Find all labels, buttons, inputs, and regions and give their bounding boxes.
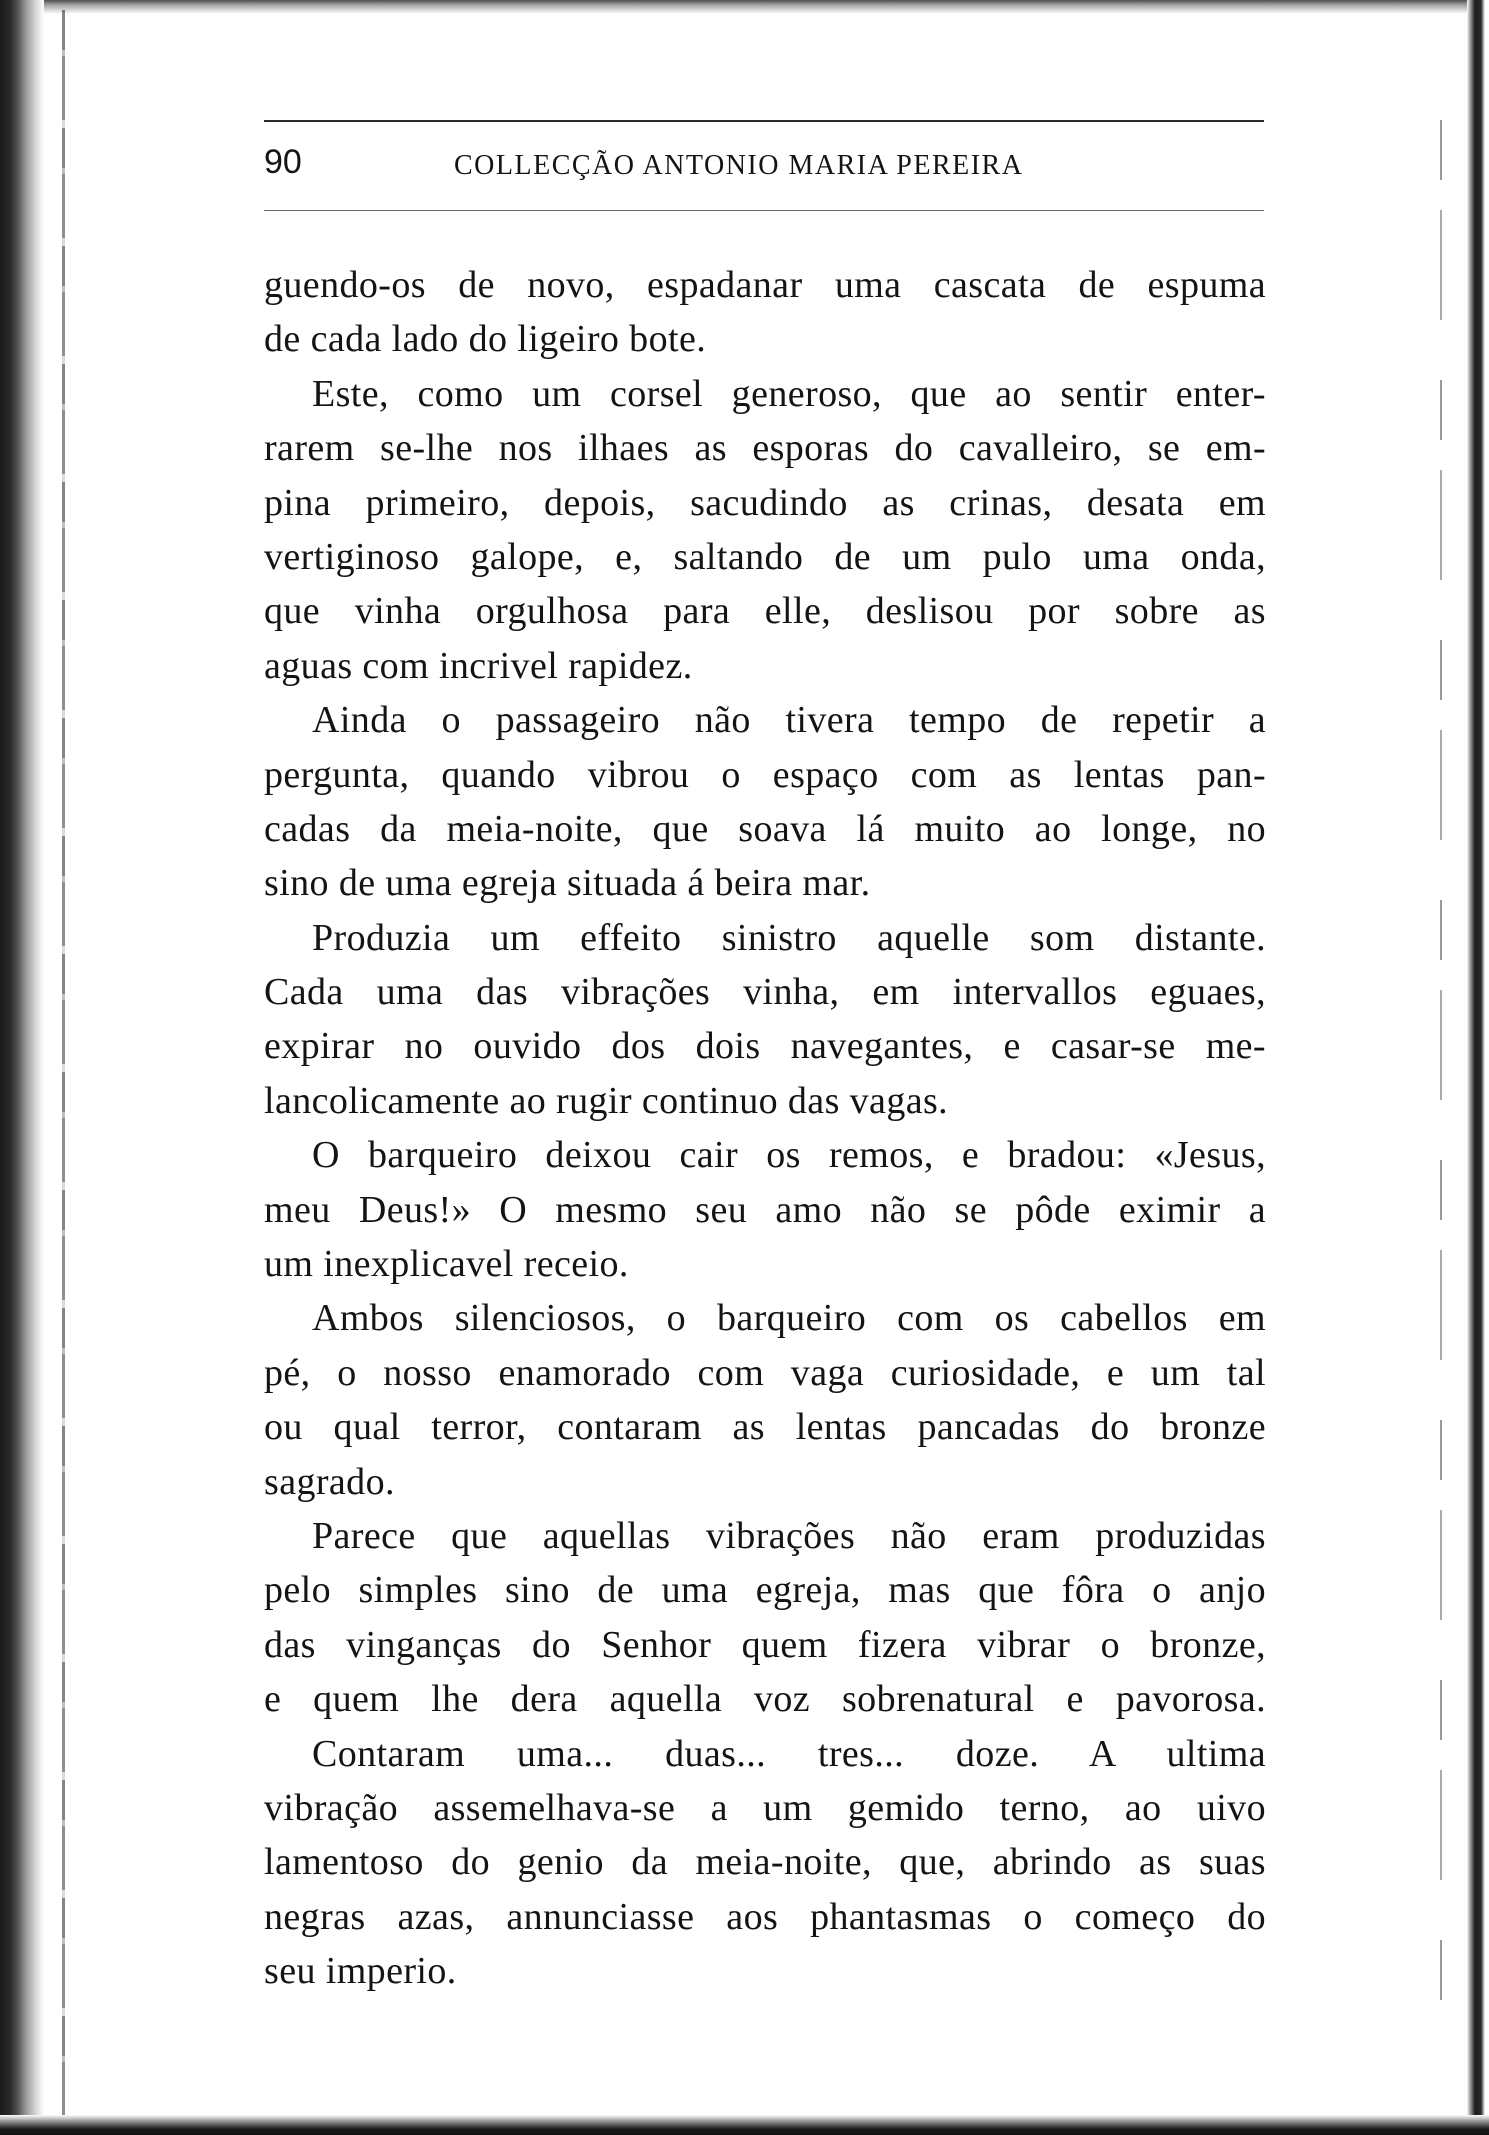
text-line: guendo-os de novo, espadanar uma cascata de espuma [264, 264, 1266, 306]
text-line: pé, o nosso enamorado com vaga curiosidade, e um tal [264, 1351, 1266, 1394]
text-line: Ainda o passageiro não tivera tempo de repetir a [312, 699, 1266, 742]
text-line: rarem se-lhe nos ilhaes as esporas do cavalleiro, se em- [264, 427, 1266, 470]
text-line: Contaram uma... duas... tres... doze. A ultima [312, 1732, 1266, 1775]
scan-edge-left [0, 0, 44, 2135]
text-line: e quem lhe dera aquella voz sobrenatural e pavorosa. [264, 1678, 1266, 1721]
text-line: pina primeiro, depois, sacudindo as crinas, desata em [264, 481, 1266, 524]
text-line: pergunta, quando vibrou o espaço com as lentas pan- [264, 753, 1266, 796]
text-line: O barqueiro deixou cair os remos, e bradou: «Jesus, [312, 1134, 1266, 1177]
text-line: negras azas, annunciasse aos phantasmas o começo do [264, 1895, 1266, 1938]
text-line: vibração assemelhava-se a um gemido terno, ao uivo [264, 1786, 1266, 1829]
text-line: Este, como um corsel generoso, que ao sentir enter- [312, 372, 1266, 415]
text-line: Cada uma das vibrações vinha, em intervallos eguaes, [264, 971, 1266, 1014]
running-title: COLLECÇÃO ANTONIO MARIA PEREIRA [454, 150, 1024, 181]
text-line: sagrado. [264, 1460, 395, 1503]
text-line: Ambos silenciosos, o barqueiro com os cabellos em [312, 1297, 1266, 1340]
text-line: que vinha orgulhosa para elle, deslisou por sobre as [264, 590, 1266, 633]
scan-edge-right-inner [1440, 120, 1442, 2020]
text-line: ou qual terror, contaram as lentas pancadas do bronze [264, 1406, 1266, 1449]
scan-edge-right [1467, 0, 1489, 2135]
running-head [264, 142, 1264, 192]
text-line: um inexplicavel receio. [264, 1243, 629, 1286]
scan-edge-bottom [0, 2115, 1489, 2135]
text-line: seu imperio. [264, 1950, 457, 1993]
text-line: expirar no ouvido dos dois navegantes, e casar-se me- [264, 1025, 1266, 1068]
header-top-rule [264, 120, 1264, 122]
scan-gutter-line [62, 10, 65, 2120]
page-number: 90 [264, 143, 302, 181]
text-line: meu Deus!» O mesmo seu amo não se pôde eximir a [264, 1188, 1266, 1231]
text-line: aguas com incrivel rapidez. [264, 644, 693, 687]
body-text [264, 258, 1266, 1999]
scan-edge-top [0, 0, 1489, 14]
text-line: sino de uma egreja situada á beira mar. [264, 862, 871, 905]
text-line: pelo simples sino de uma egreja, mas que fôra o anjo [264, 1569, 1266, 1612]
text-line: Produzia um effeito sinistro aquelle som distante. [312, 916, 1266, 959]
text-line: Parece que aquellas vibrações não eram produzidas [312, 1514, 1266, 1557]
text-line: de cada lado do ligeiro bote. [264, 318, 707, 361]
text-line: lamentoso do genio da meia-noite, que, abrindo as suas [264, 1841, 1266, 1884]
text-line: cadas da meia-noite, que soava lá muito ao longe, no [264, 807, 1266, 850]
text-line: lancolicamente ao rugir continuo das vagas. [264, 1079, 949, 1122]
text-line: vertiginoso galope, e, saltando de um pulo uma onda, [264, 535, 1266, 578]
header-bottom-rule [264, 210, 1264, 211]
text-line: das vinganças do Senhor quem fizera vibrar o bronze, [264, 1623, 1266, 1666]
